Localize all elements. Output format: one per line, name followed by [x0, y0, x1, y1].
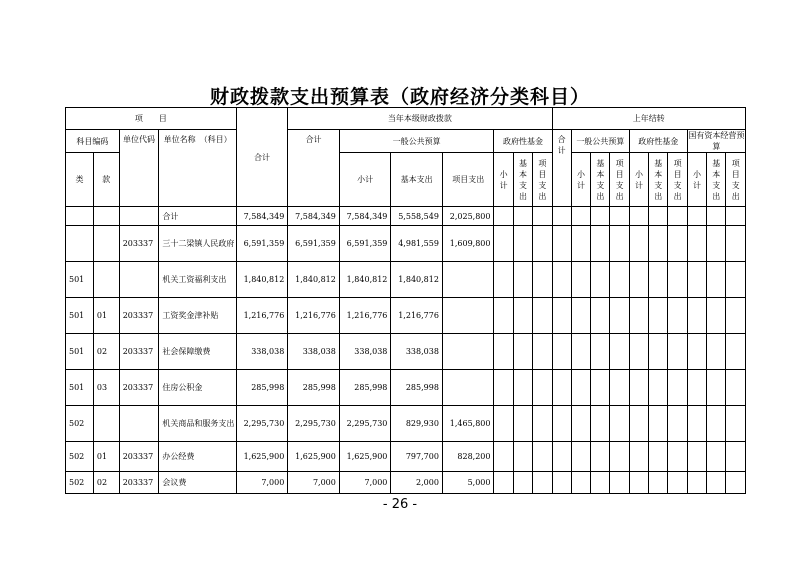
cell-jiben: 2,000: [391, 472, 443, 494]
cell-cy-heji: 6,591,359: [288, 226, 340, 262]
cell-empty: [687, 406, 706, 442]
cell-empty: [726, 406, 746, 442]
cell-empty: [571, 334, 590, 370]
cell-cy-heji: 7,000: [288, 472, 340, 494]
cell-empty: [687, 262, 706, 298]
cell-empty: [629, 370, 648, 406]
cell-empty: [494, 298, 513, 334]
cell-kuan: [93, 262, 119, 298]
cell-kuan: [93, 226, 119, 262]
cell-empty: [533, 334, 552, 370]
cell-heji: 7,584,349: [236, 207, 288, 226]
cell-xiaoji: 1,216,776: [339, 298, 391, 334]
cell-kuan: [93, 406, 119, 442]
cell-name: 机关商品和服务支出: [159, 406, 236, 442]
cell-empty: [687, 226, 706, 262]
cell-empty: [649, 207, 668, 226]
cell-name: 住房公积金: [159, 370, 236, 406]
cell-empty: [707, 226, 726, 262]
header-heji: 合计: [236, 108, 288, 207]
header-ly-gen-xiaoji: 小计: [571, 153, 590, 207]
header-ly-general: 一般公共预算: [571, 130, 629, 153]
cell-empty: [533, 298, 552, 334]
cell-name: 机关工资福利支出: [159, 262, 236, 298]
cell-empty: [707, 298, 726, 334]
cell-empty: [552, 334, 571, 370]
cell-xiangmu: 828,200: [442, 442, 494, 472]
header-ly-heji: 合计: [552, 130, 571, 207]
cell-empty: [552, 226, 571, 262]
header-kuan: 款: [93, 153, 119, 207]
cell-empty: [552, 370, 571, 406]
cell-empty: [649, 406, 668, 442]
cell-heji: 1,840,812: [236, 262, 288, 298]
cell-lei: 502: [66, 472, 94, 494]
page-title: 财政拨款支出预算表（政府经济分类科目）: [209, 86, 590, 108]
cell-empty: [533, 370, 552, 406]
table-row: [66, 207, 746, 226]
cell-cy-heji: 2,295,730: [288, 406, 340, 442]
cell-name: 三十二梁镇人民政府: [159, 226, 236, 262]
cell-empty: [591, 406, 610, 442]
table-row: [66, 442, 746, 472]
cell-empty: [571, 298, 590, 334]
table-row: [66, 298, 746, 334]
header-ly-fund-xiaoji: 小计: [629, 153, 648, 207]
cell-empty: [571, 207, 590, 226]
cell-empty: [571, 442, 590, 472]
cell-empty: [726, 472, 746, 494]
cell-code: 203337: [119, 370, 159, 406]
cell-jiben: 1,840,812: [391, 262, 443, 298]
page-number: - 26 -: [382, 497, 418, 512]
header-cy-fund-jiben: 基本支出: [513, 153, 532, 207]
cell-empty: [629, 472, 648, 494]
cell-cy-heji: 338,038: [288, 334, 340, 370]
cell-kuan: 01: [93, 298, 119, 334]
cell-empty: [610, 334, 629, 370]
cell-name: 工资奖金津补贴: [159, 298, 236, 334]
header-ly-cap-xiaoji: 小计: [687, 153, 706, 207]
cell-empty: [533, 406, 552, 442]
cell-xiangmu: 2,025,800: [442, 207, 494, 226]
cell-empty: [668, 262, 687, 298]
cell-empty: [610, 226, 629, 262]
header-cy-fund-xiangmu: 项目支出: [533, 153, 552, 207]
cell-empty: [494, 472, 513, 494]
cell-empty: [571, 262, 590, 298]
cell-empty: [513, 207, 532, 226]
cell-empty: [687, 207, 706, 226]
cell-lei: 501: [66, 334, 94, 370]
cell-empty: [552, 298, 571, 334]
cell-empty: [571, 370, 590, 406]
cell-empty: [726, 442, 746, 472]
cell-lei: [66, 207, 94, 226]
cell-lei: 501: [66, 370, 94, 406]
header-cy-gen-xiaoji: 小计: [339, 153, 391, 207]
cell-kuan: 03: [93, 370, 119, 406]
cell-empty: [494, 334, 513, 370]
header-cy-fund-xiaoji: 小计: [494, 153, 513, 207]
cell-cy-heji: 1,216,776: [288, 298, 340, 334]
cell-empty: [610, 406, 629, 442]
cell-cy-heji: 285,998: [288, 370, 340, 406]
cell-empty: [513, 406, 532, 442]
table-row: [66, 334, 746, 370]
cell-empty: [649, 370, 668, 406]
cell-empty: [591, 207, 610, 226]
cell-empty: [668, 207, 687, 226]
cell-xiangmu: 1,609,800: [442, 226, 494, 262]
cell-empty: [610, 262, 629, 298]
cell-empty: [649, 226, 668, 262]
cell-empty: [687, 298, 706, 334]
cell-xiangmu: [442, 262, 494, 298]
table-body: [66, 207, 746, 494]
cell-jiben: 829,930: [391, 406, 443, 442]
cell-heji: 338,038: [236, 334, 288, 370]
cell-empty: [591, 472, 610, 494]
cell-empty: [494, 442, 513, 472]
cell-empty: [649, 262, 668, 298]
cell-kuan: 01: [93, 442, 119, 472]
cell-empty: [610, 207, 629, 226]
cell-xiangmu: 1,465,800: [442, 406, 494, 442]
cell-empty: [552, 472, 571, 494]
cell-xiaoji: 6,591,359: [339, 226, 391, 262]
cell-xiangmu: [442, 370, 494, 406]
cell-jiben: 4,981,559: [391, 226, 443, 262]
cell-xiaoji: 2,295,730: [339, 406, 391, 442]
header-cy-gen-xiangmu: 项目支出: [442, 153, 494, 207]
header-cy-general: 一般公共预算: [339, 130, 494, 153]
cell-xiaoji: 7,584,349: [339, 207, 391, 226]
header-danwei-mingcheng: 单位名称 （科目）: [159, 130, 236, 207]
table-row: [66, 370, 746, 406]
cell-cy-heji: 7,584,349: [288, 207, 340, 226]
cell-empty: [668, 406, 687, 442]
cell-empty: [591, 226, 610, 262]
cell-empty: [726, 262, 746, 298]
table-row: [66, 262, 746, 298]
cell-empty: [513, 370, 532, 406]
header-ly-gen-jiben: 基本支出: [591, 153, 610, 207]
cell-xiangmu: [442, 334, 494, 370]
cell-cy-heji: 1,625,900: [288, 442, 340, 472]
header-cy-gen-jiben: 基本支出: [391, 153, 443, 207]
cell-empty: [552, 207, 571, 226]
cell-empty: [649, 472, 668, 494]
cell-empty: [707, 334, 726, 370]
header-lei: 类: [66, 153, 94, 207]
cell-empty: [610, 472, 629, 494]
cell-lei: 502: [66, 406, 94, 442]
cell-empty: [687, 472, 706, 494]
cell-empty: [533, 207, 552, 226]
cell-empty: [552, 262, 571, 298]
cell-empty: [687, 334, 706, 370]
cell-lei: 501: [66, 262, 94, 298]
cell-empty: [726, 226, 746, 262]
cell-code: 203337: [119, 298, 159, 334]
cell-empty: [629, 262, 648, 298]
cell-empty: [533, 442, 552, 472]
cell-empty: [629, 406, 648, 442]
header-ly-cap-xiangmu: 项目支出: [726, 153, 746, 207]
cell-empty: [513, 298, 532, 334]
cell-empty: [533, 262, 552, 298]
cell-empty: [668, 472, 687, 494]
header-cy-heji: 合计: [288, 130, 340, 207]
cell-xiaoji: 285,998: [339, 370, 391, 406]
budget-table: [65, 107, 746, 494]
cell-empty: [649, 334, 668, 370]
header-ly-fund-jiben: 基本支出: [649, 153, 668, 207]
cell-lei: [66, 226, 94, 262]
cell-heji: 6,591,359: [236, 226, 288, 262]
cell-code: [119, 406, 159, 442]
header-ly-fund-xiangmu: 项目支出: [668, 153, 687, 207]
cell-kuan: 02: [93, 334, 119, 370]
cell-xiaoji: 1,840,812: [339, 262, 391, 298]
cell-code: 203337: [119, 334, 159, 370]
cell-empty: [629, 298, 648, 334]
cell-xiangmu: 5,000: [442, 472, 494, 494]
cell-empty: [513, 442, 532, 472]
cell-empty: [726, 207, 746, 226]
table-row: [66, 226, 746, 262]
cell-empty: [610, 442, 629, 472]
header-last-year: 上年结转: [552, 108, 746, 130]
cell-empty: [610, 370, 629, 406]
header-xiangmu: 项 目: [66, 108, 237, 130]
cell-code: [119, 262, 159, 298]
cell-empty: [513, 334, 532, 370]
cell-heji: 285,998: [236, 370, 288, 406]
cell-name: 会议费: [159, 472, 236, 494]
cell-jiben: 797,700: [391, 442, 443, 472]
header-ly-fund: 政府性基金: [629, 130, 687, 153]
cell-kuan: 02: [93, 472, 119, 494]
cell-lei: 502: [66, 442, 94, 472]
cell-empty: [591, 370, 610, 406]
cell-empty: [571, 406, 590, 442]
cell-empty: [494, 226, 513, 262]
header-cy-fund: 政府性基金: [494, 130, 552, 153]
cell-empty: [571, 472, 590, 494]
cell-empty: [726, 334, 746, 370]
cell-empty: [707, 262, 726, 298]
header-danwei-daima: 单位代码: [119, 130, 159, 207]
cell-empty: [649, 442, 668, 472]
cell-jiben: 285,998: [391, 370, 443, 406]
cell-empty: [707, 207, 726, 226]
cell-empty: [629, 334, 648, 370]
cell-empty: [649, 298, 668, 334]
cell-empty: [494, 370, 513, 406]
cell-empty: [552, 406, 571, 442]
cell-empty: [629, 207, 648, 226]
cell-jiben: 1,216,776: [391, 298, 443, 334]
cell-empty: [726, 370, 746, 406]
cell-xiaoji: 1,625,900: [339, 442, 391, 472]
header-kemu-bianma: 科目编码: [66, 130, 120, 153]
cell-xiangmu: [442, 298, 494, 334]
cell-empty: [707, 472, 726, 494]
cell-code: 203337: [119, 442, 159, 472]
cell-empty: [687, 442, 706, 472]
cell-empty: [668, 226, 687, 262]
cell-empty: [533, 226, 552, 262]
cell-empty: [513, 472, 532, 494]
cell-empty: [571, 226, 590, 262]
cell-heji: 1,625,900: [236, 442, 288, 472]
cell-code: [119, 207, 159, 226]
cell-empty: [668, 370, 687, 406]
cell-empty: [629, 442, 648, 472]
cell-kuan: [93, 207, 119, 226]
cell-jiben: 338,038: [391, 334, 443, 370]
cell-empty: [668, 298, 687, 334]
cell-empty: [610, 298, 629, 334]
cell-xiaoji: 7,000: [339, 472, 391, 494]
cell-cy-heji: 1,840,812: [288, 262, 340, 298]
cell-empty: [533, 472, 552, 494]
cell-empty: [591, 298, 610, 334]
cell-empty: [668, 334, 687, 370]
header-ly-cap-jiben: 基本支出: [707, 153, 726, 207]
cell-code: 203337: [119, 226, 159, 262]
table-row: [66, 472, 746, 494]
header-current-year: 当年本级财政拨款: [288, 108, 552, 130]
cell-empty: [494, 207, 513, 226]
cell-empty: [591, 442, 610, 472]
cell-empty: [591, 262, 610, 298]
cell-empty: [552, 442, 571, 472]
cell-jiben: 5,558,549: [391, 207, 443, 226]
cell-lei: 501: [66, 298, 94, 334]
cell-empty: [668, 442, 687, 472]
cell-empty: [707, 370, 726, 406]
cell-heji: 7,000: [236, 472, 288, 494]
cell-heji: 1,216,776: [236, 298, 288, 334]
cell-name: 办公经费: [159, 442, 236, 472]
cell-empty: [707, 442, 726, 472]
cell-xiaoji: 338,038: [339, 334, 391, 370]
cell-empty: [513, 262, 532, 298]
cell-empty: [629, 226, 648, 262]
cell-empty: [494, 406, 513, 442]
cell-empty: [513, 226, 532, 262]
cell-empty: [494, 262, 513, 298]
cell-heji: 2,295,730: [236, 406, 288, 442]
header-ly-capital: 国有资本经营预算: [688, 131, 745, 151]
header-ly-gen-xiangmu: 项目支出: [610, 153, 629, 207]
cell-empty: [591, 334, 610, 370]
cell-name: 社会保障缴费: [159, 334, 236, 370]
cell-empty: [726, 298, 746, 334]
cell-code: 203337: [119, 472, 159, 494]
table-row: [66, 406, 746, 442]
cell-empty: [707, 406, 726, 442]
cell-name: 合计: [159, 207, 236, 226]
cell-empty: [687, 370, 706, 406]
